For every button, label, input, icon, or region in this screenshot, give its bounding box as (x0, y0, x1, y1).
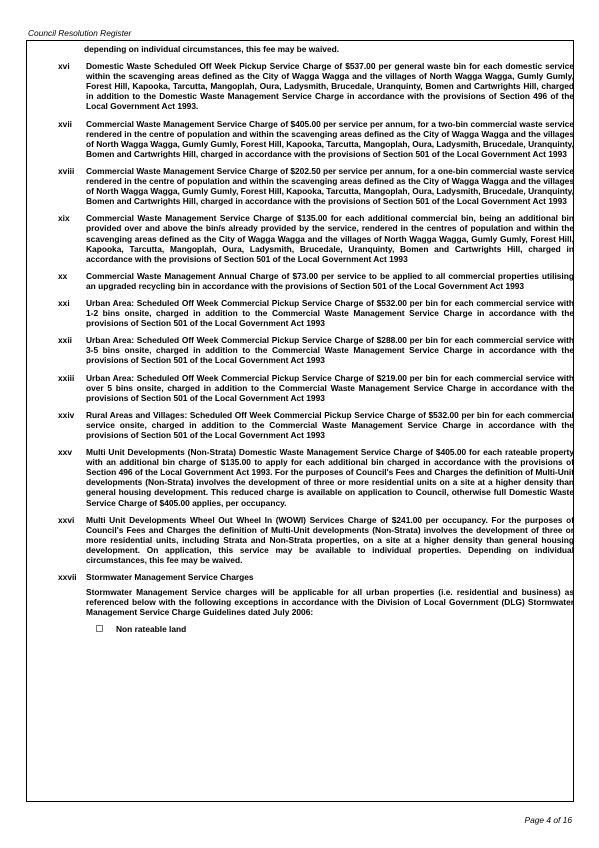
bullet-item (96, 624, 576, 634)
intro-text: depending on individual circumstances, this fee may be waived. (84, 44, 340, 54)
item-number: xix (58, 213, 70, 224)
list-item (58, 271, 576, 291)
item-number: xx (58, 270, 68, 281)
page-header: Council Resolution Register (28, 28, 132, 38)
resolution-content (58, 44, 576, 634)
item-text: Multi Unit Developments (Non-Strata) Domestic Waste Management Service Charge of $405.00 for each rateable property with an additional bin charge of $135.00 to apply for each additional bin charged in accordance with the provisions of Section 496 of the Local Government Act 1993. For the purposes of Council's Fees and Charges the definition of Multi-Unit developments (Non-Strata) involves the development of three or more residential units on a site at a higher density than general housing development. This reduced charge is available on application to Council, otherwise full Domestic Waste Service Charge of $405.00 applies, per occupancy. (86, 447, 574, 508)
item-number: xxiii (58, 372, 75, 383)
item-text: Stormwater Management Service Charges (86, 572, 254, 583)
item-number: xvi (58, 61, 70, 72)
item-number: xxiv (58, 409, 75, 420)
item-number: xxv (58, 447, 72, 458)
item-text: Commercial Waste Management Annual Charge of $73.00 per service to be applied to all commercial properties utilising an upgraded recycling bin in accordance with the provisions of Section 501 of the Local Government Act 1993 (86, 270, 574, 291)
list-item (58, 572, 576, 582)
list-item (58, 119, 576, 159)
item-number: xxvi (58, 514, 75, 525)
item-text: Commercial Waste Management Service Charge of $405.00 per service per annum, for a two-bin commercial waste service rendered in the centre of population and within the scavenging areas defined as the City of Wagga Wagga and the villages of North Wagga Wagga, Gumly Gumly, Forest Hill, Kapooka, Tarcutta, Mangoplah, Oura, Ladysmith, Brucedale, Uranquinty, Bomen and Cartwrights Hill, charged in accordance with the provisions of Section 501 of the Local Government Act 1993 (86, 118, 574, 159)
checkbox-bullet-icon (96, 625, 103, 632)
item-text: Urban Area: Scheduled Off Week Commercial Pickup Service Charge of $288.00 per bin for each commercial service with 3-5 bins onsite, charged in addition to the Commercial Waste Management Service Charge in accordance with the provisions of Section 501 of the Local Government Act 1993 (86, 335, 574, 366)
stormwater-paragraph: Stormwater Management Service charges will be applicable for all urban properties (i.e. residential and business) as referenced below with the following exceptions in accordance with the Division of Local Government (DLG) Stormwater Management Service Charge Guidelines dated July 2006: (86, 587, 574, 618)
item-number: xxvii (58, 572, 77, 583)
list-item (58, 298, 576, 328)
item-number: xxi (58, 297, 70, 308)
list-item (58, 373, 576, 403)
item-text: Rural Areas and Villages: Scheduled Off Week Commercial Pickup Service Charge of $532.00 per bin for each commercial service onsite, charged in addition to the Commercial Waste Management Service Charge in accordance with the provisions of Section 501 of the Local Government Act 1993 (86, 409, 574, 440)
list-item (58, 410, 576, 440)
item-text: Urban Area: Scheduled Off Week Commercial Pickup Service Charge of $219.00 per bin for each commercial service with over 5 bins onsite, charged in addition to the Commercial Waste Management Service Charge in accordance with the provisions of Section 501 of the Local Government Act 1993 (86, 372, 574, 403)
resolution-items (58, 61, 576, 582)
list-item (58, 213, 576, 263)
list-item (58, 515, 576, 565)
list-item (58, 335, 576, 365)
item-text: Commercial Waste Management Service Charge of $202.50 per service per annum, for a one-bin commercial waste service rendered in the centre of population and within the scavenging areas defined as the City of Wagga Wagga and the villages of North Wagga Wagga, Gumly Gumly, Forest Hill, Kapooka, Tarcutta, Mangoplah, Oura, Ladysmith, Brucedale, Uranquinty, Bomen and Cartwrights Hill, charged in accordance with the provisions of Section 501 of the Local Government Act 1993 (86, 165, 574, 207)
item-text: Commercial Waste Management Service Charge of $135.00 for each additional commercial bin, being an additional bin provided over and above the bin/s already provided by the service, rendered in the centres of population and within the scavenging areas defined as the City of Wagga Wagga and the villages of North Wagga Wagga, Gumly Gumly, Forest Hill, Kapooka, Tarcutta, Mangoplah, Oura, Ladysmith, Brucedale, Uranquinty, Bomen and Cartwrights Hill, charged in accordance with the provisions of Section 501 of the Local Government Act 1993 (86, 213, 574, 264)
item-number: xviii (58, 165, 75, 176)
item-text: Urban Area: Scheduled Off Week Commercial Pickup Service Charge of $532.00 per bin for each commercial service with 1-2 bins onsite, charged in addition to the Commercial Waste Management Service Charge in accordance with the provisions of Section 501 of the Local Government Act 1993 (86, 297, 574, 329)
item-text: Domestic Waste Scheduled Off Week Pickup Service Charge of $537.00 per general waste bin for each domestic service within the scavenging areas defined as the City of Wagga Wagga and the villages of North Wagga Wagga, Gumly Gumly, Forest Hill, Kapooka, Tarcutta, Mangoplah, Oura, Ladysmith, Brucedale, Uranquinty, Bomen and Cartwrights Hill, charged in addition to the Domestic Waste Management Service Charge in accordance with the provisions of Section 496 of the Local Government Act 1993. (86, 61, 574, 112)
list-item (58, 166, 576, 206)
list-item (58, 447, 576, 508)
item-text: Multi Unit Developments Wheel Out Wheel In (WOWI) Services Charge of $241.00 per occupancy. For the purposes of Council's Fees and Charges the definition of Multi-Unit developments (Non-Strata) involves the development of three or more residential units, including Strata and Non-Strata properties, on a site at a higher density than general housing development. On application, this service may be available to individual properties. Depending on individual circumstances, this fee may be waived. (86, 514, 574, 566)
item-number: xvii (58, 118, 72, 129)
list-item (58, 61, 576, 111)
page-number: Page 4 of 16 (524, 815, 572, 825)
bullet-text: Non rateable land (116, 623, 187, 634)
item-number: xxii (58, 335, 72, 346)
